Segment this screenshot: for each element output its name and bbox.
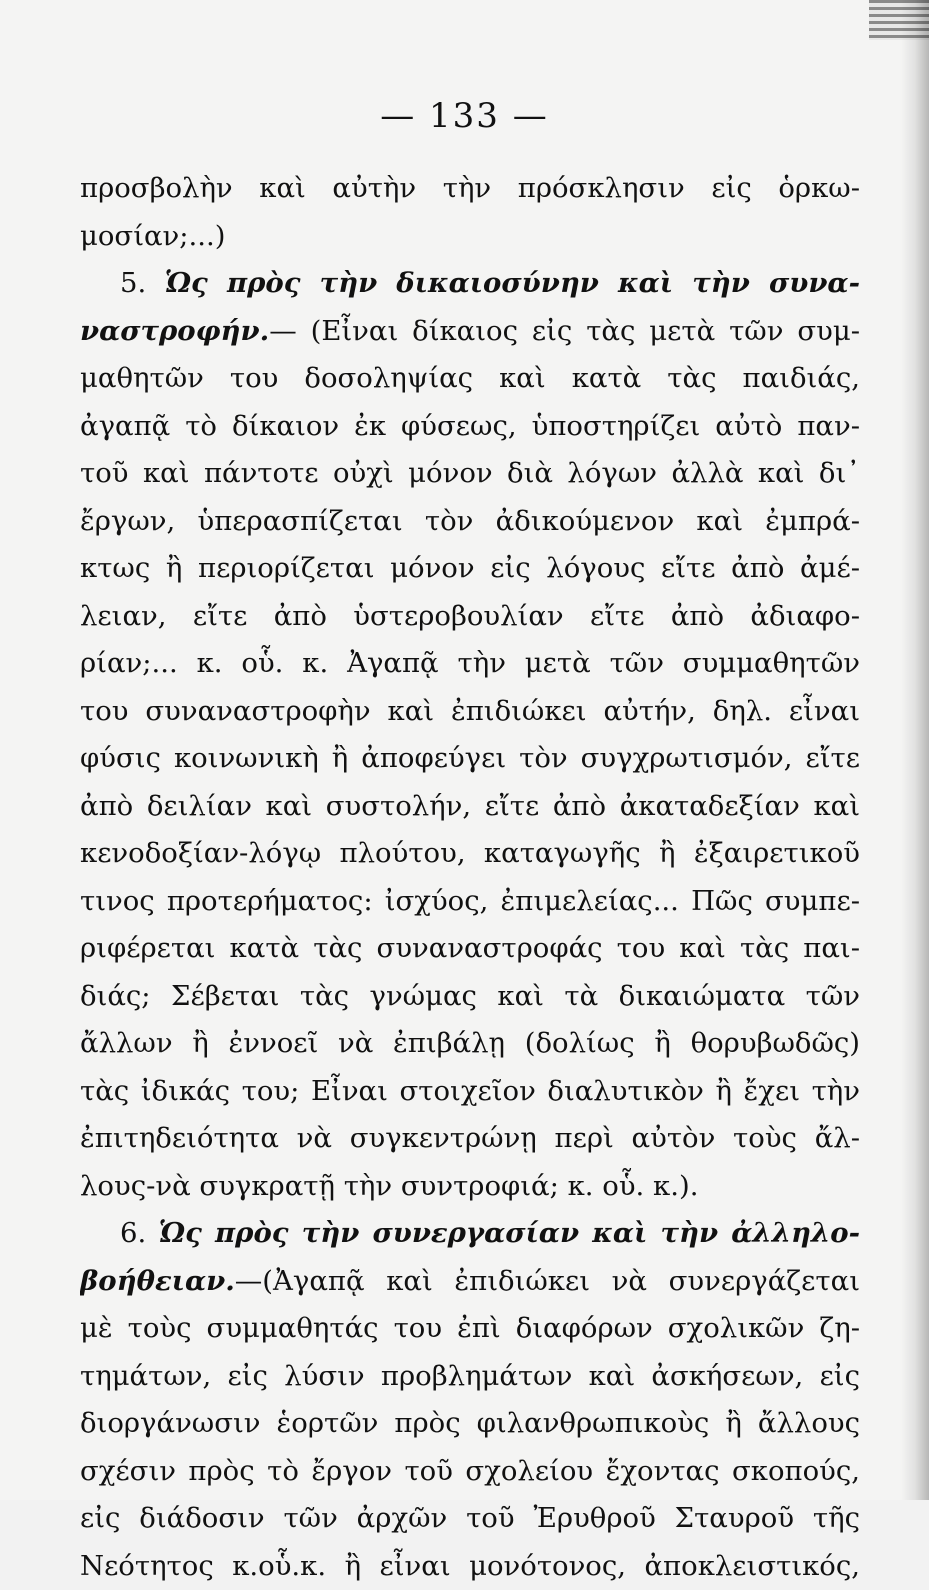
section-heading: Ὡς πρὸς τὴν δικαιοσύνην καὶ τὴν συνα- [165,267,860,299]
text-line: Νεότητος κ.οὗ.κ. ἢ εἶναι μονότονος, ἀποκλειστικός, [80,1543,860,1590]
section-6-heading-line-2 [80,1258,860,1306]
text-line: κενοδοξίαν-λόγῳ πλούτου, καταγωγῆς ἢ ἐξαιρετικοῦ [80,830,860,878]
text-line: ἔργων, ὑπερασπίζεται τὸν ἀδικούμενον καὶ ἐμπρά- [80,498,860,546]
text-line: φύσις κοινωνικὴ ἢ ἀποφεύγει τὸν συγχρωτισμόν, εἴτε [80,735,860,783]
text-line: προσβολὴν καὶ αὐτὴν τὴν πρόσκλησιν εἰς ὁρκω- [80,165,860,213]
text-line: λους-νὰ συγκρατῇ τὴν συντροφιά; κ. οὗ. κ.). [80,1163,860,1211]
text-line: τὰς ἰδικάς του; Εἶναι στοιχεῖον διαλυτικὸν ἢ ἔχει τὴν [80,1068,860,1116]
text-line: μαθητῶν του δοσοληψίας καὶ κατὰ τὰς παιδιάς, [80,355,860,403]
text-line: ἐπιτηδειότητα νὰ συγκεντρώνῃ περὶ αὐτὸν τοὺς ἄλ- [80,1115,860,1163]
text-line: του συναναστροφὴν καὶ ἐπιδιώκει αὐτήν, δηλ. εἶναι [80,688,860,736]
section-number: 6. [120,1217,146,1249]
text-line: διοργάνωσιν ἑορτῶν πρὸς φιλανθρωπικοὺς ἢ ἄλλους [80,1400,860,1448]
section-number: 5. [120,267,146,299]
section-5-heading-line [80,260,860,308]
text-line: εἰς διάδοσιν τῶν ἀρχῶν τοῦ Ἐρυθροῦ Σταυροῦ τῆς [80,1495,860,1543]
section-5-heading-line-2 [80,308,860,356]
text-line: μὲ τοὺς συμμαθητάς του ἐπὶ διαφόρων σχολικῶν ζη- [80,1305,860,1353]
text-line: ἀγαπᾷ τὸ δίκαιον ἐκ φύσεως, ὑποστηρίζει αὐτὸ παν- [80,403,860,451]
section-6-heading-line [80,1210,860,1258]
text-line: μοσίαν;...) [80,213,860,261]
section-heading: βοήθειαν. [80,1265,235,1297]
text-line: τημάτων, εἰς λύσιν προβλημάτων καὶ ἀσκήσεων, εἰς [80,1353,860,1401]
text-line: ριφέρεται κατὰ τὰς συναναστροφάς του καὶ τὰς παι- [80,925,860,973]
section-heading: ναστροφήν. [80,315,269,347]
page-number: — 133 — [0,96,929,136]
section-heading: Ὡς πρὸς τὴν συνεργασίαν καὶ τὴν ἀλληλο- [159,1217,860,1249]
text-span: —(Ἀγαπᾷ καὶ ἐπιδιώκει νὰ συνεργάζεται [235,1265,860,1297]
body-text [80,165,860,1590]
text-line: τινος προτερήματος: ἰσχύος, ἐπιμελείας... Πῶς συμπε- [80,878,860,926]
text-line: κτως ἢ περιορίζεται μόνον εἰς λόγους εἴτε ἀπὸ ἀμέ- [80,545,860,593]
page-shadow [901,0,929,1500]
text-line: ἀπὸ δειλίαν καὶ συστολήν, εἴτε ἀπὸ ἀκαταδεξίαν καὶ [80,783,860,831]
text-line: ἄλλων ἢ ἐννοεῖ νὰ ἐπιβάλῃ (δολίως ἢ θορυβωδῶς) [80,1020,860,1068]
text-line: σχέσιν πρὸς τὸ ἔργον τοῦ σχολείου ἔχοντας σκοπούς, [80,1448,860,1496]
text-line: τοῦ καὶ πάντοτε οὐχὶ μόνον διὰ λόγων ἀλλὰ καὶ δι᾽ [80,450,860,498]
text-line: ρίαν;... κ. οὗ. κ. Ἀγαπᾷ τὴν μετὰ τῶν συμμαθητῶν [80,640,860,688]
text-line: διάς; Σέβεται τὰς γνώμας καὶ τὰ δικαιώματα τῶν [80,973,860,1021]
text-span: — (Εἶναι δίκαιος εἰς τὰς μετὰ τῶν συμ- [269,315,860,347]
text-line: λειαν, εἴτε ἀπὸ ὑστεροβουλίαν εἴτε ἀπὸ ἀδιαφο- [80,593,860,641]
